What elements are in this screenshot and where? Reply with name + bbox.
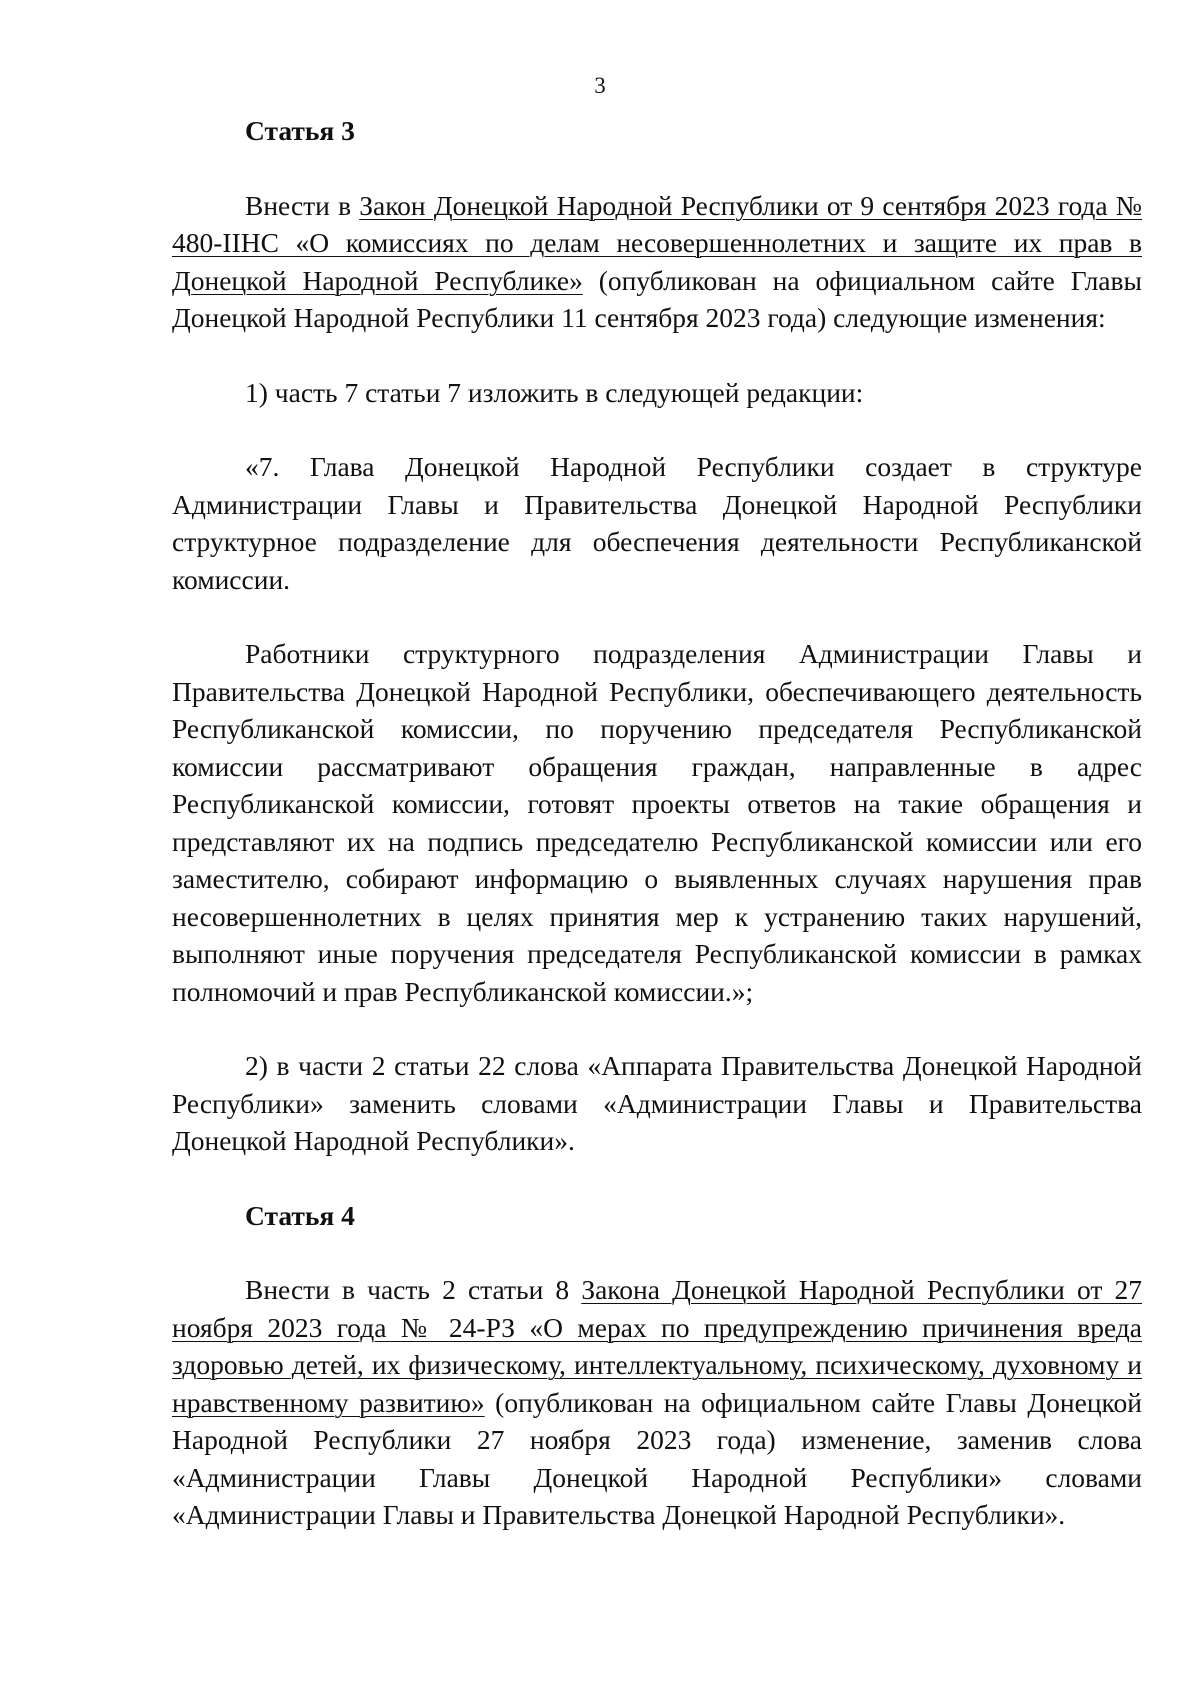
- article-3-intro-suffix: (опубликован на официальном сайте Главы Донецкой Народной Республики 11 сентября 2023 года) следующие изменения:: [172, 264, 1142, 333]
- article-4: [172, 1197, 1142, 1534]
- article-4-body: [172, 1271, 1142, 1534]
- article-3-heading: Статья 3: [245, 115, 355, 146]
- article-4-heading: Статья 4: [245, 1199, 355, 1231]
- article-3-intro-prefix: Внести в: [245, 189, 360, 221]
- document-body: [172, 112, 1142, 1534]
- article-3-quote-paragraph-1: «7. Глава Донецкой Народной Республики создает в структуре Администрации Главы и Правительства Донецкой Народной Республики структурное подразделение для обеспечения деятельности Республиканской комиссии.: [172, 451, 1142, 595]
- law-24-rz-link[interactable]: Закона Донецкой Народной Республики от 27 ноября 2023 года № 24-РЗ «О мерах по предупреждению причинения вреда здоровью детей, их физическому, интеллектуальному, психическому, духовному и нравственному развитию»: [172, 1274, 1142, 1418]
- article-3: [172, 112, 1142, 1160]
- article-3-item-1: 1) часть 7 статьи 7 изложить в следующей редакции:: [245, 376, 864, 408]
- article-3-item-2: 2) в части 2 статьи 22 слова «Аппарата Правительства Донецкой Народной Республики» заменить словами «Администрации Главы и Правительства Донецкой Народной Республики».: [172, 1050, 1142, 1156]
- article-4-intro-suffix: (опубликован на официальном сайте Главы Донецкой Народной Республики 27 ноября 2023 года) изменение, заменив слова «Администрации Главы Донецкой Народной Республики» словами «Администрации Главы и Правительства Донецкой Народной Республики».: [172, 1386, 1142, 1530]
- law-480-link[interactable]: Закон Донецкой Народной Республики от 9 сентября 2023 года № 480-IIНС «О комиссиях по делам несовершеннолетних и защите их прав в Донецкой Народной Республике»: [172, 189, 1143, 296]
- article-4-intro-prefix: Внести в часть 2 статьи 8: [245, 1274, 582, 1305]
- page-number: 3: [594, 73, 606, 98]
- article-3-intro: [172, 187, 1142, 337]
- article-3-quote-paragraph-2: Работники структурного подразделения Администрации Главы и Правительства Донецкой Народной Республики, обеспечивающего деятельность Республиканской комиссии, по поручению председателя Республиканской комиссии рассматривают обращения граждан, направленные в адрес Республиканской комиссии, готовят проекты ответов на такие обращения и представляют их на подпись председателю Республиканской комиссии или его заместителю, собирают информацию о выявленных случаях нарушения прав несовершеннолетних в целях принятия мер к устранению таких нарушений, выполняют иные поручения председателя Республиканской комиссии в рамках полномочий и прав Республиканской комиссии.»;: [172, 638, 1142, 1007]
